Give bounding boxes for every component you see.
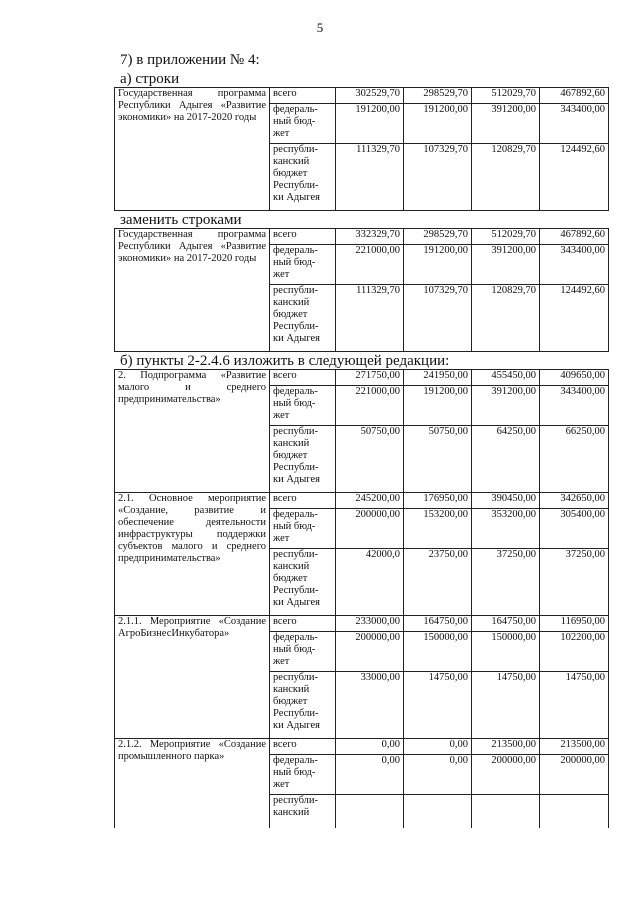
- cell-value: 0,00: [336, 755, 404, 795]
- cell-value: 191200,00: [404, 245, 472, 285]
- cell-value: 213500,00: [472, 739, 540, 755]
- cell-value: 191200,00: [404, 386, 472, 426]
- item-name: 2.1. Основное мероприятие «Создание, развитие и обеспечение деятельности инфраструктуры поддержки субъектов малого и среднего предпринимательства»: [115, 493, 270, 616]
- cell-value: 0,00: [404, 739, 472, 755]
- cell-value: 391200,00: [472, 386, 540, 426]
- label-republic: республи- канский: [270, 795, 336, 829]
- cell-value: 64250,00: [472, 426, 540, 493]
- cell-value: 512029,70: [472, 88, 540, 104]
- cell-value: 14750,00: [404, 672, 472, 739]
- item-name: 2.1.2. Мероприятие «Создание промышленного парка»: [115, 739, 270, 829]
- cell-value: 391200,00: [472, 245, 540, 285]
- program-name: Государственная программа Республики Адыгея «Развитие экономики» на 2017-2020 годы: [115, 88, 270, 211]
- heading-items: б) пункты 2-2.4.6 изложить в следующей редакции:: [120, 353, 450, 369]
- cell-value: 33000,00: [336, 672, 404, 739]
- cell-value: 298529,70: [404, 88, 472, 104]
- label-total: всего: [270, 370, 336, 386]
- cell-value: 200000,00: [540, 755, 609, 795]
- cell-value: 200000,00: [472, 755, 540, 795]
- cell-value: 332329,70: [336, 229, 404, 245]
- cell-value: 111329,70: [336, 285, 404, 352]
- cell-value: 50750,00: [336, 426, 404, 493]
- cell-value: 191200,00: [404, 104, 472, 144]
- cell-value: 120829,70: [472, 285, 540, 352]
- cell-value: 391200,00: [472, 104, 540, 144]
- cell-value: 305400,00: [540, 509, 609, 549]
- label-republic: республи- канский бюджет Республи- ки Адыгея: [270, 144, 336, 211]
- table-row: [115, 616, 609, 632]
- cell-value: 191200,00: [336, 104, 404, 144]
- cell-value: 353200,00: [472, 509, 540, 549]
- cell-value: 14750,00: [540, 672, 609, 739]
- label-federal: федераль- ный бюд- жет: [270, 509, 336, 549]
- cell-value: 153200,00: [404, 509, 472, 549]
- cell-value: 245200,00: [336, 493, 404, 509]
- cell-value: 455450,00: [472, 370, 540, 386]
- label-total: всего: [270, 739, 336, 755]
- cell-value: 409650,00: [540, 370, 609, 386]
- cell-value: 14750,00: [472, 672, 540, 739]
- label-federal: федераль- ный бюд- жет: [270, 245, 336, 285]
- cell-value: 124492,60: [540, 285, 609, 352]
- heading-replace: заменить строками: [120, 212, 242, 228]
- label-federal: федераль- ный бюд- жет: [270, 632, 336, 672]
- cell-value: 221000,00: [336, 386, 404, 426]
- cell-value: 176950,00: [404, 493, 472, 509]
- cell-empty: [336, 795, 404, 829]
- cell-value: 150000,00: [404, 632, 472, 672]
- label-federal: федераль- ный бюд- жет: [270, 755, 336, 795]
- cell-value: 241950,00: [404, 370, 472, 386]
- item-name: 2. Подпрограмма «Развитие малого и среднего предпринимательства»: [115, 370, 270, 493]
- cell-value: 50750,00: [404, 426, 472, 493]
- cell-value: 164750,00: [472, 616, 540, 632]
- cell-empty: [540, 795, 609, 829]
- cell-empty: [472, 795, 540, 829]
- cell-value: 467892,60: [540, 88, 609, 104]
- label-republic: республи- канский бюджет Республи- ки Адыгея: [270, 549, 336, 616]
- label-total: всего: [270, 229, 336, 245]
- cell-value: 512029,70: [472, 229, 540, 245]
- cell-value: 111329,70: [336, 144, 404, 211]
- cell-value: 343400,00: [540, 386, 609, 426]
- cell-value: 343400,00: [540, 104, 609, 144]
- label-republic: республи- канский бюджет Республи- ки Адыгея: [270, 672, 336, 739]
- label-federal: федераль- ный бюд- жет: [270, 386, 336, 426]
- cell-value: 23750,00: [404, 549, 472, 616]
- cell-value: 37250,00: [472, 549, 540, 616]
- cell-value: 120829,70: [472, 144, 540, 211]
- item-name: 2.1.1. Мероприятие «Создание АгроБизнесИнкубатора»: [115, 616, 270, 739]
- heading-rows: а) строки: [120, 71, 180, 87]
- cell-value: 200000,00: [336, 632, 404, 672]
- label-total: всего: [270, 493, 336, 509]
- cell-value: 107329,70: [404, 285, 472, 352]
- label-total: всего: [270, 88, 336, 104]
- heading-appendix: 7) в приложении № 4:: [120, 52, 260, 68]
- cell-value: 200000,00: [336, 509, 404, 549]
- cell-value: 102200,00: [540, 632, 609, 672]
- cell-value: 213500,00: [540, 739, 609, 755]
- cell-value: 0,00: [404, 755, 472, 795]
- cell-value: 298529,70: [404, 229, 472, 245]
- cell-value: 42000,0: [336, 549, 404, 616]
- label-federal: федераль- ный бюд- жет: [270, 104, 336, 144]
- cell-value: 107329,70: [404, 144, 472, 211]
- cell-value: 343400,00: [540, 245, 609, 285]
- cell-value: 124492,60: [540, 144, 609, 211]
- table-subprogram: [114, 369, 609, 828]
- cell-value: 467892,60: [540, 229, 609, 245]
- page-number: 5: [316, 20, 324, 35]
- cell-value: 302529,70: [336, 88, 404, 104]
- cell-value: 0,00: [336, 739, 404, 755]
- label-republic: республи- канский бюджет Республи- ки Адыгея: [270, 285, 336, 352]
- label-total: всего: [270, 616, 336, 632]
- table-row: [115, 370, 609, 386]
- label-republic: республи- канский бюджет Республи- ки Адыгея: [270, 426, 336, 493]
- cell-value: 66250,00: [540, 426, 609, 493]
- cell-value: 116950,00: [540, 616, 609, 632]
- cell-value: 233000,00: [336, 616, 404, 632]
- table-row: [115, 739, 609, 755]
- cell-value: 390450,00: [472, 493, 540, 509]
- table-row: [115, 493, 609, 509]
- cell-value: 221000,00: [336, 245, 404, 285]
- cell-value: 150000,00: [472, 632, 540, 672]
- cell-value: 37250,00: [540, 549, 609, 616]
- cell-empty: [404, 795, 472, 829]
- cell-value: 271750,00: [336, 370, 404, 386]
- cell-value: 342650,00: [540, 493, 609, 509]
- cell-value: 164750,00: [404, 616, 472, 632]
- program-name: Государственная программа Республики Адыгея «Развитие экономики» на 2017-2020 годы: [115, 229, 270, 352]
